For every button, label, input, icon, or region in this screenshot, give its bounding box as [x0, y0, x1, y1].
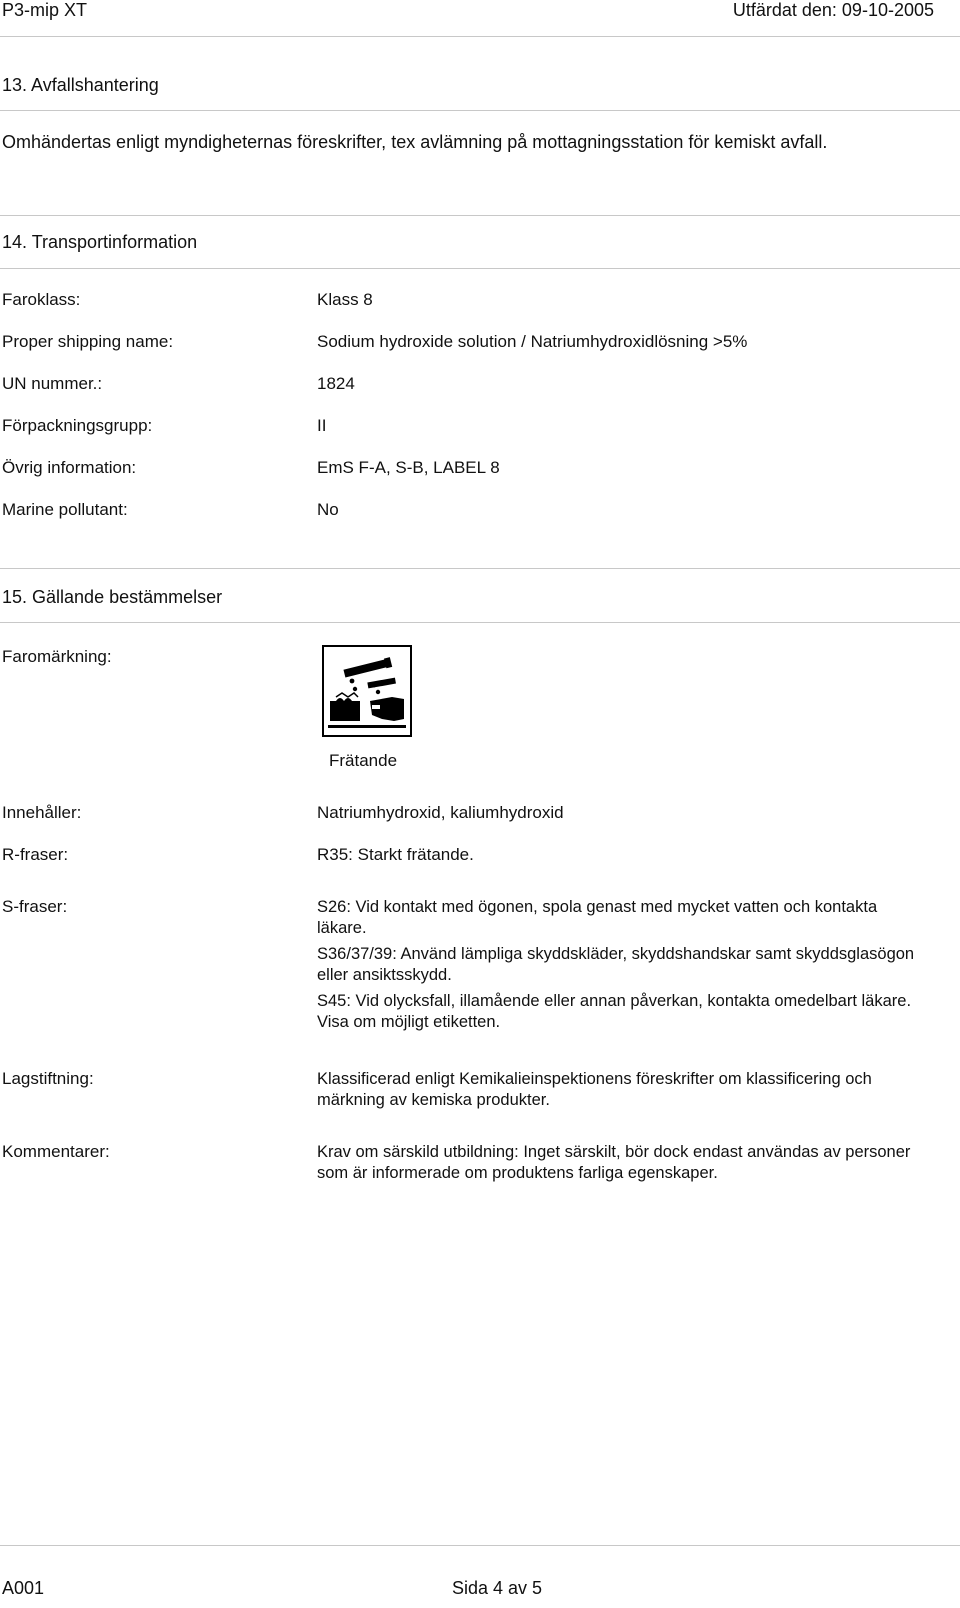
un-number-label: UN nummer.: [2, 374, 103, 393]
rfraser-label: R-fraser: [2, 845, 69, 864]
lagstiftning-value: Klassificerad enligt Kemikalieinspektionens föreskrifter om klassificering och märkning av kemiska produkter. [317, 1070, 872, 1109]
lagstiftning-label: Lagstiftning: [2, 1069, 94, 1088]
innehaller-label: Innehåller: [2, 803, 82, 822]
rfraser-value: R35: Starkt frätande. [317, 845, 474, 864]
corrosive-hazard-icon [322, 645, 412, 737]
marine-pollutant-label: Marine pollutant: [2, 500, 128, 519]
section-15-divider [0, 622, 960, 623]
footer-page-number: Sida 4 av 5 [452, 1578, 543, 1598]
kommentarer-value: Krav om särskild utbildning: Inget särskilt, bör dock endast användas av personer som är informerade om produktens farliga egenskaper. [317, 1143, 911, 1182]
section-13-divider [0, 110, 960, 111]
section-13-title: 13. Avfallshantering [2, 75, 159, 95]
footer-document-code: A001 [2, 1578, 45, 1598]
marine-pollutant-value: No [317, 500, 339, 519]
faroklass-label: Faroklass: [2, 290, 81, 309]
packing-group-label: Förpackningsgrupp: [2, 416, 153, 435]
kommentarer-label: Kommentarer: [2, 1142, 110, 1161]
section-13-text: Omhändertas enligt myndigheternas föreskrifter, tex avlämning på mottagningsstation för kemiskt avfall. [2, 132, 828, 152]
innehaller-value: Natriumhydroxid, kaliumhydroxid [317, 803, 564, 822]
faromarkning-label: Faromärkning: [2, 647, 112, 666]
footer-divider [0, 1545, 960, 1546]
other-info-label: Övrig information: [2, 458, 137, 477]
section-14-top-divider [0, 215, 960, 216]
section-15-title: 15. Gällande bestämmelser [2, 587, 223, 607]
section-14-divider [0, 268, 960, 269]
pictogram-caption: Frätande [329, 751, 398, 770]
packing-group-value: II [317, 416, 327, 435]
section-15-top-divider [0, 568, 960, 569]
section-14-title: 14. Transportinformation [2, 232, 198, 252]
faroklass-value: Klass 8 [317, 290, 373, 309]
header-product-name: P3-mip XT [2, 0, 88, 20]
sfraser-s36-37-39: S36/37/39: Använd lämpliga skyddskläder, skyddshandskar samt skyddsglasögon eller ansiktsskydd. [317, 945, 915, 984]
sfraser-s26: S26: Vid kontakt med ögonen, spola genast med mycket vatten och kontakta läkare. [317, 898, 878, 937]
sfraser-s45: S45: Vid olycksfall, illamående eller annan påverkan, kontakta omedelbart läkare. Visa om möjligt etiketten. [317, 992, 912, 1031]
shipping-name-label: Proper shipping name: [2, 332, 174, 351]
other-info-value: EmS F-A, S-B, LABEL 8 [317, 458, 500, 477]
shipping-name-value: Sodium hydroxide solution / Natriumhydroxidlösning >5% [317, 332, 748, 351]
un-number-value: 1824 [317, 374, 355, 393]
header-divider [0, 36, 960, 37]
sfraser-label: S-fraser: [2, 897, 68, 916]
header-issue-date: Utfärdat den: 09-10-2005 [732, 0, 934, 20]
